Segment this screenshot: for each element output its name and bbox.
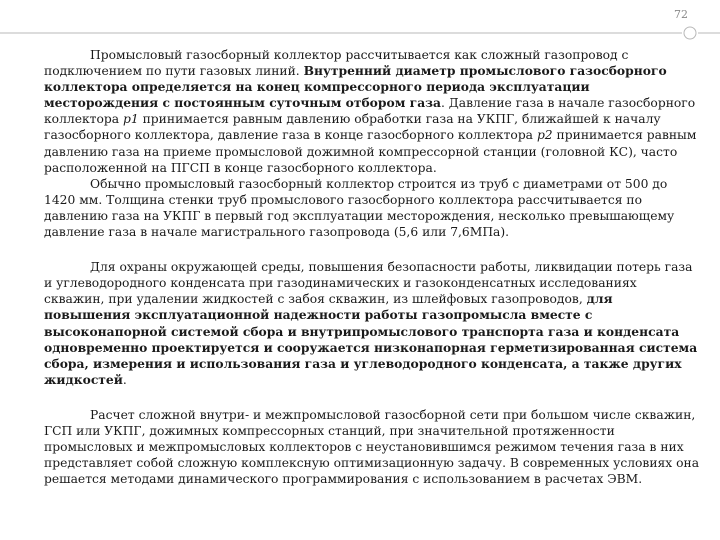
text-run: р1	[123, 112, 139, 127]
text-run: Расчет сложной внутри- и межпромысловой газосборной сети при большом числе скважин, ГСП или УКПГ, дожимных компрессорных станций, при значительной протяженности промысловых и межпромысловых коллекторов с неустановившимся режимом течения газа в них представляет собой сложную комплексную оптимизационную задачу. В современных условиях она решается методами динамического программирования с использованием в расчетах ЭВМ.	[44, 407, 700, 487]
text-run: р2	[536, 128, 553, 143]
text-run: . Давление газа в начале газосборного коллектора	[44, 96, 696, 127]
bold-text-run: для повышения эксплуатационной надежности работы газопромысла вместе с высоконапорной системой сбора и внутрипромыслового транспорта газа и конденсата одновременно проектируется и сооружается низконапорная герметизированная система сбора, измерения и использования газа и углеводородного конденсата, а также других жидкостей	[44, 291, 698, 387]
paragraph-spacer	[44, 240, 700, 259]
text-run: .	[122, 372, 127, 387]
text-run: Обычно промысловый газосборный коллектор строится из труб с диаметрами от 500 до 1420 мм. Толщина стенки труб промыслового газосборного коллектора рассчитывается по давлению газа на УКПГ в первый год эксплуатации месторождения, несколько превышающему давление газа в начале магистрального газопровода (5,6 или 7,6МПа).	[44, 176, 675, 240]
text-run: принимается равным давлению газа на приеме промысловой дожимной компрессорной станции (головной КС), часто расположенной на ПГСП в конце газосборного коллектора.	[44, 128, 697, 175]
paragraph	[44, 259, 700, 388]
paragraph-spacer	[44, 388, 700, 407]
paragraph	[44, 47, 700, 176]
bold-text-run: Внутренний диаметр промыслового газосборного коллектора определяется на конец компрессорного периода эксплуатации месторождения с постоянным суточным отбором газа	[44, 63, 667, 111]
text-run: Для охраны окружающей среды, повышения безопасности работы, ликвидации потерь газа и углеводородного конденсата при газодинамических и газоконденсатных исследованиях скважин, при удалении жидкостей с забоя скважин, из шлейфовых газопроводов,	[44, 260, 693, 307]
text-run: Промысловый газосборный коллектор рассчитывается как сложный газопровод с подключением по пути газовых линий.	[44, 48, 629, 79]
page-body	[44, 47, 700, 487]
paragraph	[44, 176, 700, 240]
paragraph	[44, 407, 700, 487]
text-run: принимается равным давлению обработки газа на УКПГ, ближайшей к началу газосборного коллектора, давление газа в конце газосборного коллектора	[44, 112, 661, 143]
header-rule	[0, 23, 720, 43]
page-number: 72	[674, 8, 688, 21]
